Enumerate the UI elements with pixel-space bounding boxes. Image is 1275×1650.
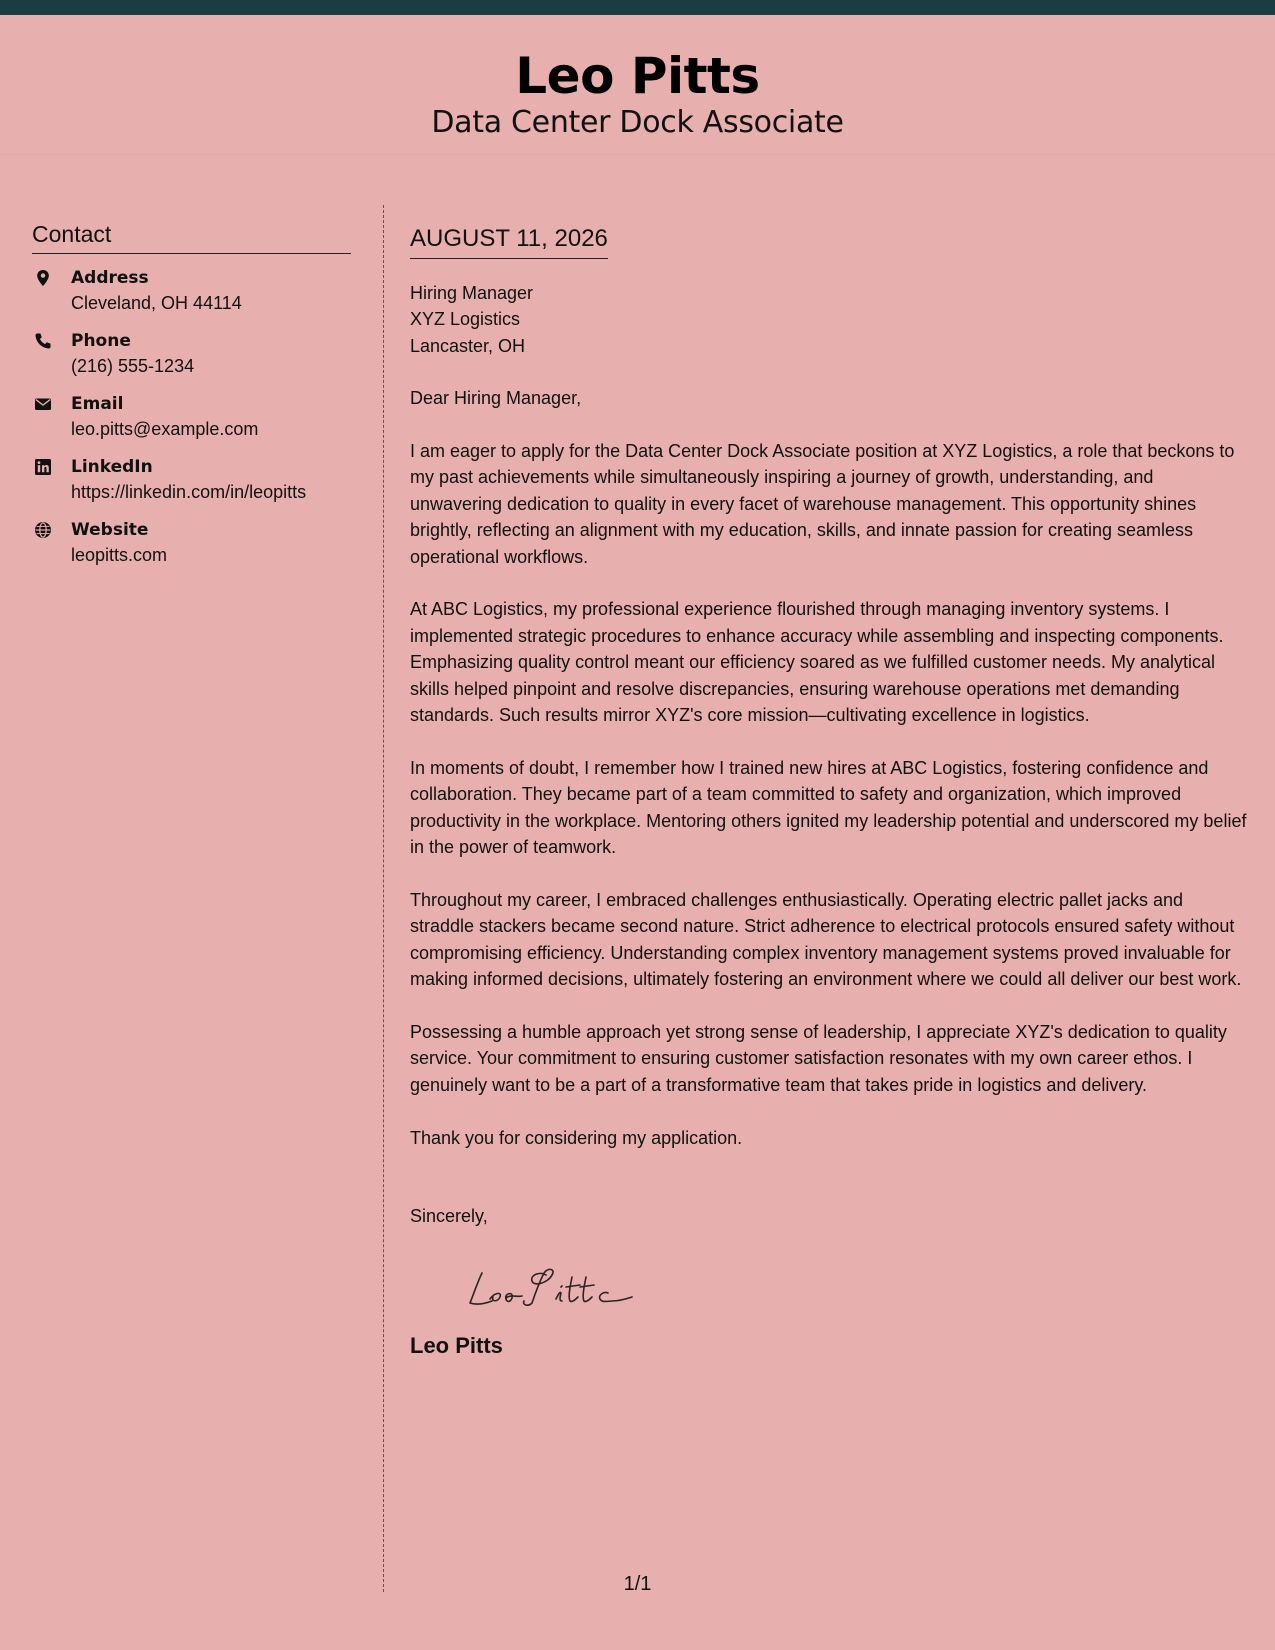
contact-item-address (32, 266, 351, 329)
contact-heading: Contact (32, 218, 351, 254)
contact-item-phone (32, 329, 351, 392)
contact-item-linkedin[interactable] (32, 455, 351, 518)
contact-label: Address (71, 268, 149, 288)
phone-icon (34, 332, 52, 350)
recipient-line: Hiring Manager (410, 283, 534, 303)
salutation: Dear Hiring Manager, (410, 388, 582, 409)
letter-paragraph: Thank you for considering my application. (410, 1127, 743, 1148)
signed-name: Leo Pitts (410, 1333, 503, 1359)
letter-paragraph: Throughout my career, I embraced challenges enthusiastically. Operating electric pallet jacks and straddle stackers became second nature. Strict adherence to electrical protocols ensured safety without compromising efficiency. Understanding complex inventory management systems proved invaluable for making informed decisions, ultimately fostering an environment where we could all deliver our best work. (410, 889, 1242, 990)
contact-value: (216) 555-1234 (71, 356, 195, 376)
recipient-line: Lancaster, OH (410, 335, 526, 356)
resume-header (0, 15, 1275, 155)
letter-paragraph: I am eager to apply for the Data Center Dock Associate position at XYZ Logistics, a role that beckons to my past achievements while simultaneously inspiring a journey of growth, understanding, and unwavering dedication to quality in every facet of warehouse management. This opportunity shines brightly, reflecting an alignment with my education, skills, and innate passion for creating seamless operational workflows. (410, 441, 1235, 567)
location-pin-icon (34, 269, 52, 287)
letter-paragraph: Possessing a humble approach yet strong sense of leadership, I appreciate XYZ's dedication to quality service. Your commitment to ensuring customer satisfaction resonates with my own career ethos. I genuinely want to be a part of a transformative team that takes pride in logistics and delivery. (410, 1021, 1227, 1095)
contact-label: Phone (71, 331, 131, 351)
recipient-block (410, 280, 1250, 359)
linkedin-icon (34, 458, 52, 476)
applicant-name: Leo Pitts (515, 47, 760, 105)
letter-paragraph: At ABC Logistics, my professional experience flourished through managing inventory systems. I implemented strategic procedures to enhance accuracy while assembling and inspecting components. Emphasizing quality control meant our efficiency soared as we fulfilled customer needs. My analytical skills helped pinpoint and resolve discrepancies, ensuring warehouse operations met demanding standards. Such results mirror XYZ's core mission—cultivating excellence in logistics. (410, 599, 1224, 726)
contact-label: LinkedIn (71, 457, 153, 477)
contact-value: Cleveland, OH 44114 (71, 293, 242, 313)
letter-date: AUGUST 11, 2026 (410, 220, 608, 259)
closing: Sincerely, (410, 1205, 488, 1226)
linkedin-link[interactable]: https://linkedin.com/in/leopitts (71, 482, 307, 502)
contact-list (32, 266, 351, 581)
contact-label: Email (71, 394, 124, 414)
top-accent-bar (0, 0, 1275, 15)
contact-item-website[interactable] (32, 518, 351, 581)
recipient-line: XYZ Logistics (410, 309, 521, 330)
globe-icon (34, 521, 52, 539)
contact-item-email[interactable] (32, 392, 351, 455)
website-link[interactable]: leopitts.com (71, 545, 168, 565)
job-title: Data Center Dock Associate (431, 105, 844, 140)
cover-letter-body (410, 220, 1250, 1361)
contact-label: Website (71, 520, 149, 540)
contact-sidebar (32, 218, 351, 581)
email-link[interactable]: leo.pitts@example.com (71, 419, 259, 439)
column-divider (383, 205, 384, 1592)
envelope-icon (34, 395, 52, 413)
page-number: 1/1 (623, 1573, 652, 1595)
handwritten-signature (460, 1257, 660, 1317)
letter-paragraph: In moments of doubt, I remember how I trained new hires at ABC Logistics, fostering confidence and collaboration. They became part of a team committed to safety and organization, which improved productivity in the workplace. Mentoring others ignited my leadership potential and underscored my belief in the power of teamwork. (410, 757, 1247, 858)
